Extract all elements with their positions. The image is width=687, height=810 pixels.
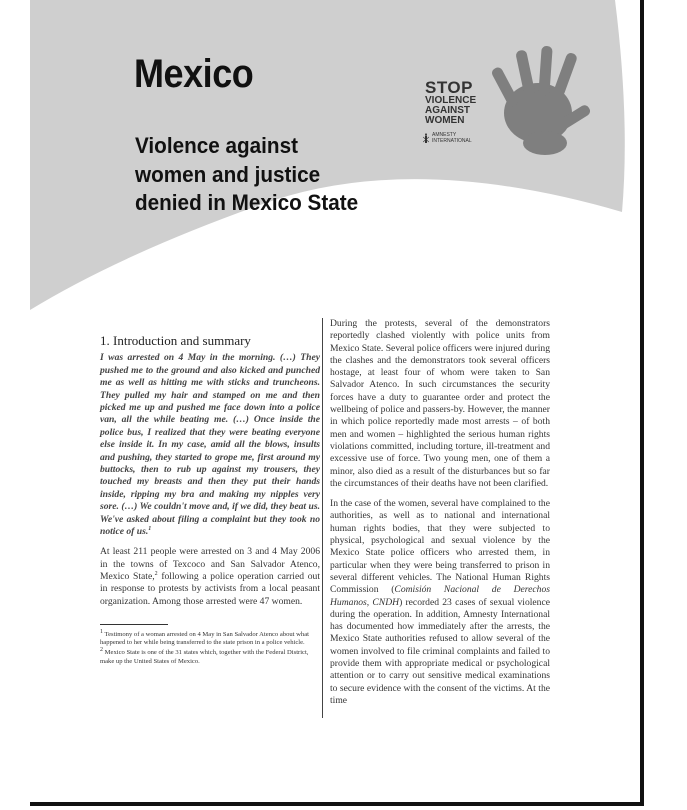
- footnote-1-number: 1: [100, 628, 103, 635]
- women-paragraph: [330, 498, 550, 707]
- amnesty-line2: INTERNATIONAL: [432, 137, 472, 144]
- footnote-1: [100, 628, 320, 648]
- document-page: [30, 0, 644, 806]
- testimony-quote: [100, 352, 320, 538]
- amnesty-logo: [423, 133, 472, 144]
- logo-violence-text: VIOLENCE: [425, 95, 477, 106]
- section-heading: 1. Introduction and summary: [100, 333, 251, 348]
- footnote-2: [100, 646, 320, 666]
- quote-text: I was arrested on 4 May in the morning. (…) They pushed me to the ground and also kicked and punched me as well as hitting me with sticks and truncheons. They pulled my hair and stamped on me and then picked me up and pushed me face down into a police van, all the while beating me. (…) Once inside the police bus, I realized that they were beating everyone else inside it. In my case, amid all the blows, insults and pushing, they started to grope me, first around my buttocks, then to rub up against my trousers, they touched my breasts and then they put their hands inside, ripping my bra and making my nipples very sore. (…) We couldn't move and, if we did, they beat us. We've asked about filing a complaint but they took no notice of us.: [100, 352, 320, 537]
- logo-stop-text: STOP: [425, 78, 473, 97]
- amnesty-line1: AMNESTY: [432, 132, 457, 138]
- footnote-1-text: Testimony of a woman arrested on 4 May in San Salvador Atenco about what happened to her while being transferred to the state prison in a police vehicle.: [100, 630, 309, 647]
- right-column: [330, 318, 550, 715]
- footnote-ref-2[interactable]: 2: [154, 570, 158, 577]
- footnote-2-number: 2: [100, 646, 103, 653]
- footnote-2-text: Mexico State is one of the 31 states which, together with the Federal District, make up the United States of Mexico.: [100, 649, 309, 665]
- page-subtitle: Violence against women and justice denied in Mexico State: [135, 133, 359, 215]
- footnote-ref-1[interactable]: 1: [148, 525, 152, 532]
- women-text-b: ) recorded 23 cases of sexual violence during the operation. In addition, Amnesty International has documented how immediately after the arrests, the Mexico State authorities refused to allow several of the women involved to file criminal complaints and failed to provide them with appropriate medical or psychological attention or to carry out sensitive medical examinations to secure evidence with the consent of the victims. At the time: [330, 596, 550, 706]
- cndh-name: Comisión Nacional de Derechos Humanos, CNDH: [330, 584, 550, 608]
- intro-text-a: At least 211 people were arrested on 3 and 4 May 2006 in the towns of Texcoco and San Salvador Atenco, Mexico State,: [100, 546, 320, 582]
- women-text-a: In the case of the women, several have complained to the authorities, as well as to national and international human rights bodies, that they were subjected to physical, psychological and sexual violence by the Mexico State police officers who arrested them, in particular when they were being transferred to prison in several different vehicles. The National Human Rights Commission (: [330, 498, 550, 596]
- intro-text-b: following a police operation carried out in response to protests by activists from a local peasant organization. Among those arrested were 47 women.: [100, 570, 320, 607]
- column-divider: [322, 318, 323, 718]
- stop-violence-logo: [425, 80, 476, 126]
- intro-paragraph: [100, 546, 320, 607]
- footnote-rule: [100, 624, 168, 625]
- protests-paragraph: During the protests, several of the demonstrators reportedly clashed violently with police units from Mexico State. Several police officers were injured during the clashes and the demonstrators took several officers hostage, at least four of whom were taken to San Salvador Atenco. In such circumstances the security forces have a duty to guarantee order and protect the wellbeing of police and passers-by. However, the manner in which police reportedly made most arrests – of both men and women – highlighted the serious human rights violations committed, including torture, ill-treatment and excessive use of force. Two young men, one of them a minor, also died as a result of the disturbances but so far the circumstances of their deaths have not been clarified.: [330, 318, 550, 489]
- left-column: [100, 335, 320, 667]
- logo-women-text: WOMEN: [425, 115, 465, 126]
- candle-icon: [423, 133, 429, 143]
- logo-against-text: AGAINST: [425, 105, 470, 116]
- page-title: Mexico: [134, 52, 254, 96]
